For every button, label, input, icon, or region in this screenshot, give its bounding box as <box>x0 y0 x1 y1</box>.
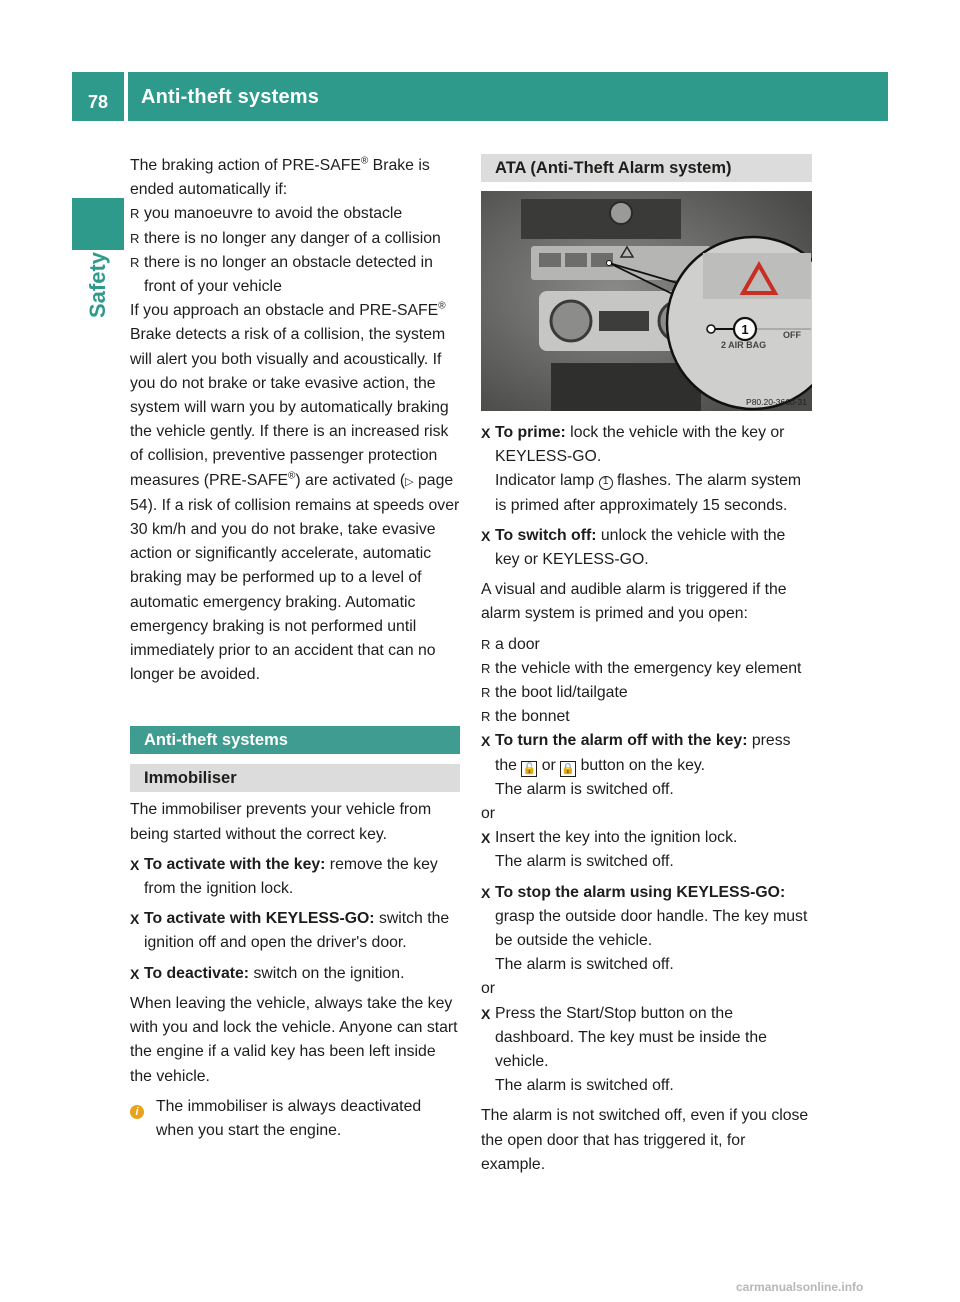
bullet-marker: R <box>130 254 140 270</box>
instruction-step: X To prime: lock the vehicle with the key or KEYLESS-GO. Indicator lamp 1 flashes. The alarm system is primed after approximately 15 seconds. <box>481 421 812 518</box>
list-item: R the bonnet <box>481 705 812 729</box>
instruction-step: X To switch off: unlock the vehicle with the key or KEYLESS-GO. <box>481 524 812 572</box>
bullet-marker: R <box>130 230 140 246</box>
sub-heading: Immobiliser <box>130 764 460 792</box>
bullet-marker: R <box>481 685 491 701</box>
callout-number-icon: 1 <box>599 476 613 490</box>
pre-safe-paragraph: If you approach an obstacle and PRE-SAFE® Brake detects a risk of a collision, the system will alert you both visually and acoustically. If you do not brake or take evasive action, the system will warn you by automatically braking the vehicle gently. If there is an increased risk of collision, preventive passenger protection measures (PRE-SAFE®) are activated (▷ page 54). If a risk of collision remains at speeds over 30 km/h and you do not brake, take evasive action or significantly accelerate, automatic braking may be performed up to a level of automatic emergency braking. Automatic emergency braking is not performed until immediately prior to an accident that can no longer be avoided. <box>130 300 460 684</box>
unlock-icon: 🔓 <box>521 761 537 777</box>
step-marker-icon: X <box>481 830 491 847</box>
section-heading: Anti-theft systems <box>130 726 460 754</box>
bullet-marker: R <box>481 636 491 652</box>
temp-dial-icon <box>551 301 591 341</box>
step-marker-icon: X <box>130 965 140 982</box>
page-number: 78 <box>87 92 109 112</box>
right-column <box>481 154 812 1177</box>
list-item: R a door <box>481 633 812 657</box>
page-reference-arrow-icon[interactable]: ▷ <box>405 475 414 488</box>
photo-code: P80.20-3660-31 <box>746 397 807 407</box>
instruction-step: X Insert the key into the ignition lock. The alarm is switched off. <box>481 826 812 874</box>
or-separator: or <box>481 805 496 823</box>
instruction-step: X To stop the alarm using KEYLESS-GO: grasp the outside door handle. The key must be outside the vehicle. The alarm is switched off. <box>481 881 812 978</box>
control-knob-icon <box>610 202 632 224</box>
list-item: R you manoeuvre to avoid the obstacle <box>130 202 460 226</box>
side-tab-marker <box>72 198 124 250</box>
ata-heading: ATA (Anti-Theft Alarm system) <box>481 154 812 182</box>
instruction-step: X To activate with KEYLESS-GO: switch the ignition off and open the driver's door. <box>130 907 460 955</box>
alarm-intro: A visual and audible alarm is triggered if the alarm system is primed and you open: <box>481 581 787 623</box>
or-separator: or <box>481 980 496 998</box>
airbag-label: 2 AIR BAG <box>721 340 767 350</box>
bullet-marker: R <box>130 206 140 222</box>
indicator-lamp-dot <box>607 261 612 266</box>
list-item: R there is no longer an obstacle detected in front of your vehicle <box>130 251 460 299</box>
page-reference-text: page 54). If a risk of collision remains at speeds over 30 km/h and you do not brake, take evasive action or significantly accelerate, automatic braking may be performed up to a level of automatic emergency braking. Automatic emergency braking is not performed until immediately prior to an accident that can no longer be avoided. <box>130 471 460 684</box>
step-marker-icon: X <box>481 425 491 441</box>
step-marker-icon: X <box>481 733 491 750</box>
lock-icon: 🔒 <box>560 761 576 777</box>
footer-watermark: carmanualsonline.info <box>736 1280 864 1294</box>
center-console-photo <box>481 191 812 411</box>
instruction-step: X To deactivate: switch on the ignition. <box>130 962 460 986</box>
left-column <box>130 154 460 1143</box>
immobiliser-intro: The immobiliser prevents your vehicle from being started without the correct key. <box>130 801 432 843</box>
step-marker-icon: X <box>481 1005 491 1022</box>
final-paragraph: The alarm is not switched off, even if you close the open door that has triggered it, for example. <box>481 1107 809 1173</box>
leaving-vehicle-paragraph: When leaving the vehicle, always take the key with you and lock the vehicle. Anyone can start the engine if a valid key has been left inside the vehicle. <box>130 994 458 1085</box>
climate-display <box>599 311 649 331</box>
bullet-marker: R <box>481 709 491 725</box>
info-note: i The immobiliser is always deactivated when you start the engine. <box>130 1095 460 1143</box>
step-marker-icon: X <box>130 856 140 873</box>
instruction-step: X To turn the alarm off with the key: press the 🔓 or 🔒 button on the key. The alarm is switched off. <box>481 729 812 802</box>
callout-number: 1 <box>741 322 749 337</box>
intro-paragraph: The braking action of PRE-SAFE® Brake is ended automatically if: <box>130 155 430 199</box>
instruction-step: X To activate with the key: remove the key from the ignition lock. <box>130 853 460 901</box>
instruction-step: X Press the Start/Stop button on the dashboard. The key must be inside the vehicle. The alarm is switched off. <box>481 1002 812 1099</box>
step-marker-icon: X <box>481 527 491 544</box>
indicator-lamp-icon <box>707 325 715 333</box>
bullet-marker: R <box>481 660 491 676</box>
side-tab-label: Safety <box>85 251 110 319</box>
console-top <box>521 199 681 239</box>
list-item: R the vehicle with the emergency key element <box>481 657 812 681</box>
console-lower <box>551 363 701 411</box>
off-label: OFF <box>783 330 801 340</box>
step-marker-icon: X <box>481 884 491 901</box>
list-item: R the boot lid/tailgate <box>481 681 812 705</box>
page-title: Anti-theft systems <box>141 86 320 108</box>
step-marker-icon: X <box>130 911 140 928</box>
info-icon: i <box>130 1105 144 1119</box>
list-item: R there is no longer any danger of a collision <box>130 227 460 251</box>
